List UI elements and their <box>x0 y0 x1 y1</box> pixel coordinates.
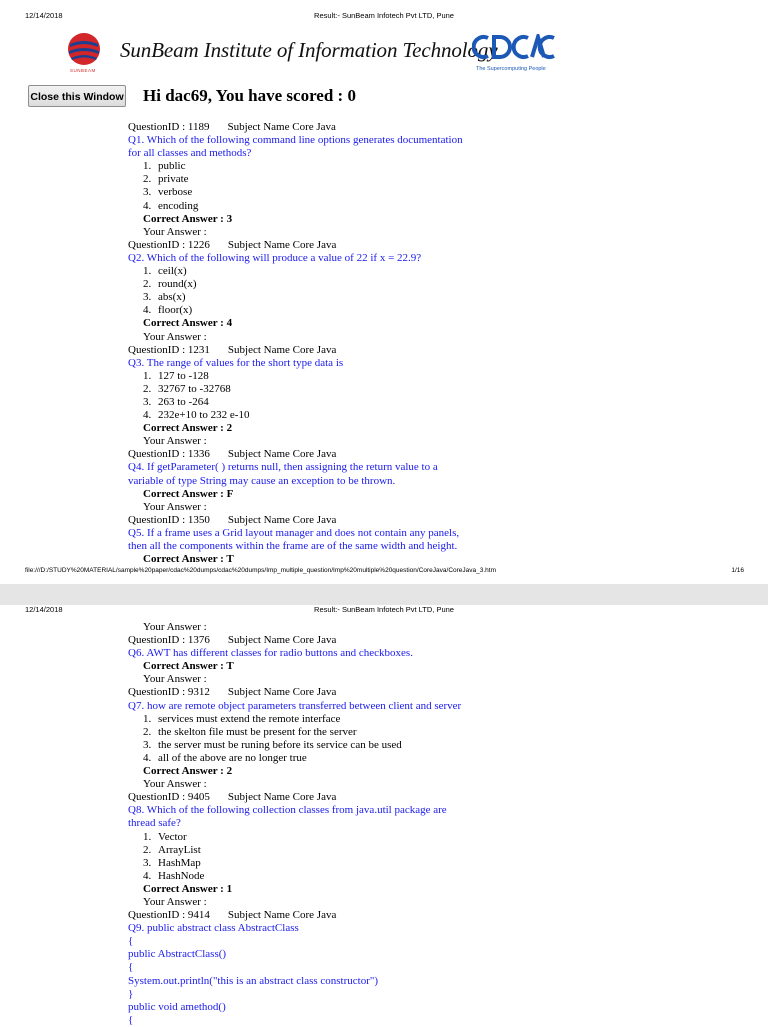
correct-answer-label: Correct Answer : <box>143 317 224 330</box>
question-id: 9405 <box>187 791 210 804</box>
answer-option <box>128 291 463 304</box>
subject-name: Core Java <box>292 121 336 133</box>
question-meta <box>128 909 461 922</box>
answer-option <box>128 370 463 383</box>
question-text: Q5. If a frame uses a Grid layout manager and does not contain any panels, <box>128 526 460 539</box>
qid-label: QuestionID <box>128 791 180 804</box>
question-meta <box>128 634 461 647</box>
pdf-page-2 <box>0 605 768 1024</box>
qid-sep: : <box>182 448 186 461</box>
option-number: 3. <box>143 738 152 751</box>
option-number: 1. <box>143 265 152 278</box>
question-meta <box>128 686 461 699</box>
option-number: 4. <box>143 751 152 764</box>
option-text: the server must be runing before its service can be used <box>158 738 402 751</box>
option-text: verbose <box>158 186 193 199</box>
option-number: 3. <box>143 291 152 304</box>
your-answer-label: Your Answer : <box>143 778 207 791</box>
correct-answer-label: Correct Answer : <box>143 882 224 895</box>
question-text: Q6. AWT has different classes for radio buttons and checkboxes. <box>128 647 413 660</box>
question-meta <box>128 344 463 357</box>
option-text: round(x) <box>158 278 197 291</box>
option-number: 1. <box>143 712 152 725</box>
correct-answer <box>128 422 463 435</box>
answer-option <box>128 831 461 844</box>
option-number: 4. <box>143 409 152 422</box>
your-answer-label: Your Answer : <box>143 435 207 448</box>
qid-sep: : <box>182 121 186 133</box>
correct-answer <box>128 553 463 566</box>
subject-name: Core Java <box>292 909 337 922</box>
question-text: thread safe? <box>128 817 181 830</box>
correct-answer-label: Correct Answer : <box>143 212 224 225</box>
option-text: floor(x) <box>158 304 193 317</box>
file-path: file:///D:/STUDY%20MATERIAL/sample%20paper/cdac%20dumps/cdac%20dumps/Imp_multiple_question/Imp%20multiple%20question/CoreJava/CoreJava_3.htm <box>25 567 497 574</box>
logo-caption: SUNBEAM <box>70 68 96 73</box>
subject-name: Core Java <box>292 448 337 461</box>
your-answer-label: Your Answer : <box>143 330 207 343</box>
option-number: 2. <box>143 843 152 856</box>
your-answer <box>128 501 463 514</box>
page-gap <box>0 584 768 605</box>
score-heading: Hi dac69, You have scored : 0 <box>143 86 356 105</box>
question-meta <box>128 514 463 527</box>
correct-answer <box>128 213 463 226</box>
correct-answer-value: 3 <box>226 212 233 225</box>
option-text: services must extend the remote interface <box>158 712 341 725</box>
your-answer-label: Your Answer : <box>143 895 207 908</box>
your-answer <box>128 621 461 634</box>
option-number: 4. <box>143 304 152 317</box>
qid-label: QuestionID <box>128 121 180 133</box>
option-number: 3. <box>143 186 152 199</box>
answer-option <box>128 186 463 199</box>
subject-name: Core Java <box>292 343 337 356</box>
your-answer <box>128 331 463 344</box>
option-text: 263 to -264 <box>158 395 209 408</box>
option-number: 2. <box>143 278 152 291</box>
question-meta <box>128 448 463 461</box>
question-text: variable of type String may cause an exception to be thrown. <box>128 474 396 487</box>
correct-answer-label: Correct Answer : <box>143 422 224 435</box>
correct-answer <box>128 883 461 896</box>
option-number: 3. <box>143 856 152 869</box>
subject-name: Core Java <box>292 513 337 526</box>
question-text: Q2. Which of the following will produce a value of 22 if x = 22.9? <box>128 251 422 264</box>
answer-option <box>128 752 461 765</box>
cdac-logo-icon <box>472 34 556 60</box>
option-number: 3. <box>143 395 152 408</box>
your-answer-label: Your Answer : <box>143 621 207 633</box>
answer-option <box>128 278 463 291</box>
question-text: } <box>128 987 134 1000</box>
option-number: 4. <box>143 199 152 212</box>
option-number: 2. <box>143 173 152 186</box>
qid-sep: : <box>182 634 186 647</box>
qid-sep: : <box>182 686 186 699</box>
option-text: encoding <box>158 199 199 212</box>
subject-name: Core Java <box>292 634 337 647</box>
correct-answer-value: 1 <box>226 882 233 895</box>
option-text: the skelton file must be present for the server <box>158 725 357 738</box>
subject-label: Subject Name <box>227 448 290 461</box>
your-answer <box>128 226 463 239</box>
results-list-page-1 <box>128 121 463 566</box>
option-number: 1. <box>143 369 152 382</box>
answer-option <box>128 383 463 396</box>
your-answer-label: Your Answer : <box>143 673 207 686</box>
question-text: Q7. how are remote object parameters transferred between client and server <box>128 699 462 712</box>
subject-label: Subject Name <box>227 791 290 804</box>
question-meta <box>128 791 461 804</box>
answer-option <box>128 726 461 739</box>
answer-option <box>128 160 463 173</box>
qid-sep: : <box>182 909 186 922</box>
option-text: public <box>158 160 186 173</box>
option-text: abs(x) <box>158 291 186 304</box>
your-answer-label: Your Answer : <box>143 225 207 238</box>
subject-name: Core Java <box>292 791 337 804</box>
question-id: 1231 <box>187 343 210 356</box>
question-text: for all classes and methods? <box>128 147 252 160</box>
qid-sep: : <box>182 343 186 356</box>
question-text: Q8. Which of the following collection classes from java.util package are <box>128 804 447 817</box>
subject-name: Core Java <box>292 686 337 699</box>
question-text: public void amethod() <box>128 1000 226 1013</box>
answer-option <box>128 857 461 870</box>
qid-sep: : <box>182 238 186 251</box>
answer-option <box>128 739 461 752</box>
correct-answer-value: T <box>226 660 234 673</box>
qid-sep: : <box>182 513 186 526</box>
subject-label: Subject Name <box>227 513 290 526</box>
subject-label: Subject Name <box>227 634 290 647</box>
print-title: Result:- SunBeam Infotech Pvt LTD, Pune <box>314 605 454 614</box>
question-text: Q1. Which of the following command line options generates documentation <box>128 134 463 147</box>
cdac-logo <box>472 34 556 70</box>
option-text: private <box>158 173 189 186</box>
qid-label: QuestionID <box>128 686 180 699</box>
print-date: 12/14/2018 <box>25 605 63 614</box>
qid-sep: : <box>182 791 186 804</box>
correct-answer-value: 2 <box>226 765 233 778</box>
correct-answer <box>128 317 463 330</box>
question-id: 1226 <box>187 238 210 251</box>
answer-option <box>128 844 461 857</box>
question-text: Q3. The range of values for the short type data is <box>128 356 344 369</box>
option-number: 4. <box>143 869 152 882</box>
page-header <box>0 605 768 619</box>
correct-answer-value: T <box>226 553 234 566</box>
correct-answer <box>128 765 461 778</box>
question-id: 9414 <box>187 909 210 922</box>
question-text: { <box>128 961 134 974</box>
option-text: HashMap <box>158 856 201 869</box>
cdac-tagline: The Supercomputing People <box>476 66 546 72</box>
correct-answer <box>128 660 461 673</box>
question-meta <box>128 239 463 252</box>
question-text: public AbstractClass() <box>128 948 227 961</box>
qid-label: QuestionID <box>128 634 180 647</box>
option-text: 127 to -128 <box>158 369 209 382</box>
your-answer <box>128 673 461 686</box>
qid-label: QuestionID <box>128 909 180 922</box>
qid-label: QuestionID <box>128 238 180 251</box>
option-text: ArrayList <box>158 843 201 856</box>
option-number: 2. <box>143 725 152 738</box>
question-id: 1336 <box>187 448 210 461</box>
subject-label: Subject Name <box>227 121 290 133</box>
page-number: 1/16 <box>731 567 744 574</box>
your-answer <box>128 778 461 791</box>
answer-option <box>128 396 463 409</box>
question-id: 9312 <box>187 686 210 699</box>
question-id: 1376 <box>187 634 210 647</box>
question-id: 1189 <box>187 121 210 133</box>
correct-answer-label: Correct Answer : <box>143 765 224 778</box>
question-text: then all the components within the frame are of the same width and height. <box>128 540 458 552</box>
your-answer-label: Your Answer : <box>143 500 207 513</box>
subject-label: Subject Name <box>227 909 290 922</box>
question-text: { <box>128 1013 134 1026</box>
option-text: all of the above are no longer true <box>158 751 307 764</box>
answer-option <box>128 200 463 213</box>
answer-option <box>128 409 463 422</box>
subject-label: Subject Name <box>227 343 290 356</box>
answer-option <box>128 870 461 883</box>
question-text: Q4. If getParameter( ) returns null, then assigning the return value to a <box>128 461 438 474</box>
option-text: 232e+10 to 232 e-10 <box>158 409 250 422</box>
option-text: 32767 to -32768 <box>158 382 231 395</box>
qid-label: QuestionID <box>128 448 180 461</box>
close-window-button[interactable]: Close this Window <box>28 85 126 107</box>
subject-label: Subject Name <box>227 686 290 699</box>
correct-answer-value: 2 <box>226 422 233 435</box>
correct-answer-label: Correct Answer : <box>143 660 224 673</box>
question-text: Q9. public abstract class AbstractClass <box>128 922 299 935</box>
page-header <box>0 11 768 25</box>
correct-answer-value: 4 <box>226 317 233 330</box>
answer-option <box>128 713 461 726</box>
correct-answer <box>128 488 463 501</box>
correct-answer-label: Correct Answer : <box>143 487 224 500</box>
institute-name: SunBeam Institute of Information Technology <box>120 38 498 62</box>
option-text: HashNode <box>158 869 205 882</box>
qid-label: QuestionID <box>128 513 180 526</box>
correct-answer-label: Correct Answer : <box>143 553 224 566</box>
option-number: 1. <box>143 160 152 173</box>
your-answer <box>128 435 463 448</box>
answer-option <box>128 173 463 186</box>
option-text: ceil(x) <box>158 265 187 278</box>
question-id: 1350 <box>187 513 210 526</box>
option-number: 2. <box>143 382 152 395</box>
qid-label: QuestionID <box>128 343 180 356</box>
subject-label: Subject Name <box>227 238 290 251</box>
answer-option <box>128 265 463 278</box>
question-meta <box>128 121 463 134</box>
correct-answer-value: F <box>226 487 234 500</box>
option-text: Vector <box>158 830 187 843</box>
question-text: { <box>128 935 134 948</box>
results-list-page-2 <box>128 621 461 1027</box>
your-answer <box>128 896 461 909</box>
print-date: 12/14/2018 <box>25 11 63 20</box>
print-title: Result:- SunBeam Infotech Pvt LTD, Pune <box>314 11 454 20</box>
subject-name: Core Java <box>292 238 337 251</box>
option-number: 1. <box>143 830 152 843</box>
answer-option <box>128 304 463 317</box>
question-text: System.out.println("this is an abstract class constructor") <box>128 974 379 987</box>
